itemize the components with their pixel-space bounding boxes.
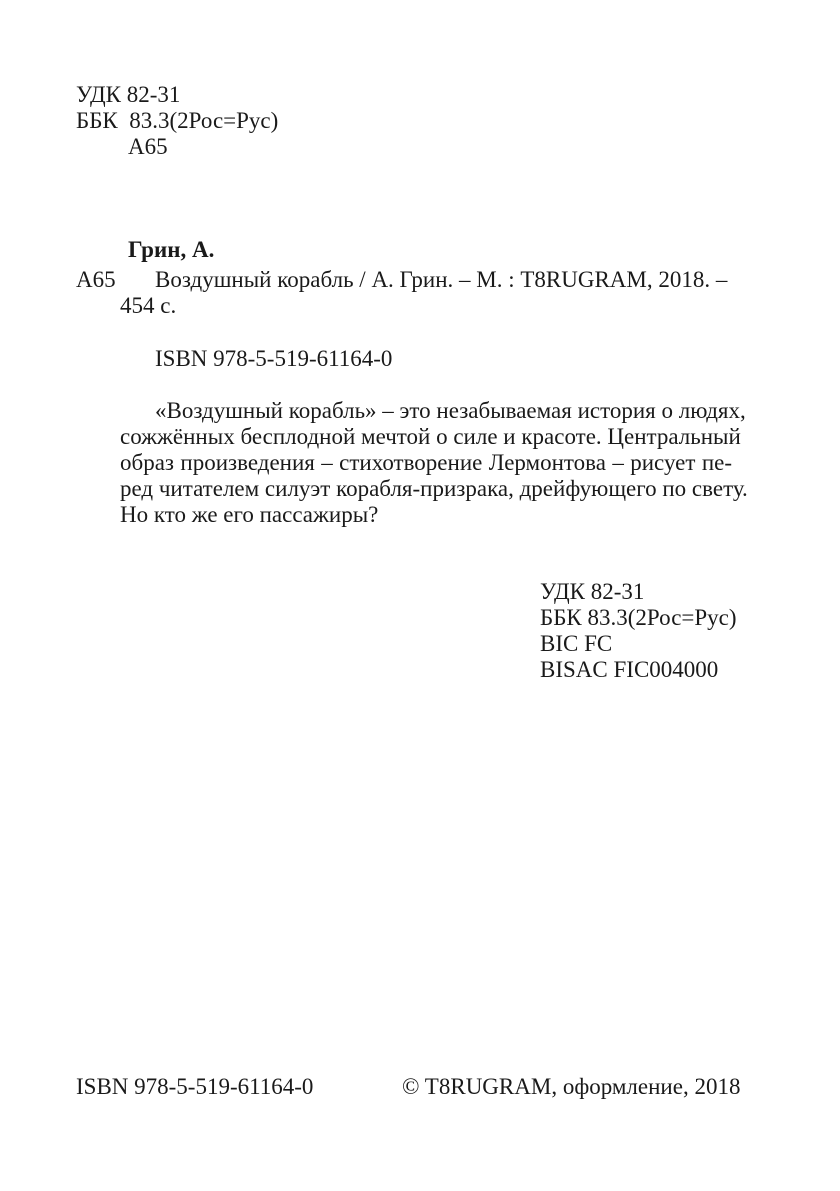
annotation-line-5: Но кто же его пассажиры? — [120, 502, 379, 527]
bisac-code: BISAC FIC004000 — [540, 657, 719, 682]
entry-mark: А65 — [76, 267, 116, 292]
isbn-line: ISBN 978-5-519-61164-0 — [155, 346, 393, 371]
bic-code: BIC FC — [540, 631, 613, 656]
right-udk-code: УДК 82-31 — [540, 579, 645, 604]
footer-isbn: ISBN 978-5-519-61164-0 — [76, 1074, 314, 1099]
author-name: Грин, А. — [128, 237, 215, 262]
annotation-line-2: сожжённых бесплодной мечтой о силе и красоте. Центральный — [120, 424, 741, 449]
annotation-line-4: ред читателем силуэт корабля-призрака, дрейфующего по свету. — [120, 476, 748, 501]
annotation-line-1: «Воздушный корабль» – это незабываемая история о людях, — [155, 398, 746, 423]
author-mark: А65 — [128, 134, 168, 159]
bbk-code: ББК 83.3(2Рос=Рус) — [76, 108, 279, 133]
title-line: Воздушный корабль / А. Грин. – М. : T8RUGRAM, 2018. – — [155, 267, 728, 292]
udk-code: УДК 82-31 — [76, 82, 181, 107]
page-count: 454 с. — [120, 293, 177, 318]
footer-copyright: © T8RUGRAM, оформление, 2018 — [402, 1074, 741, 1099]
annotation-line-3: образ произведения – стихотворение Лермонтова – рисует пе- — [120, 450, 732, 475]
right-bbk-code: ББК 83.3(2Рос=Рус) — [540, 605, 737, 630]
